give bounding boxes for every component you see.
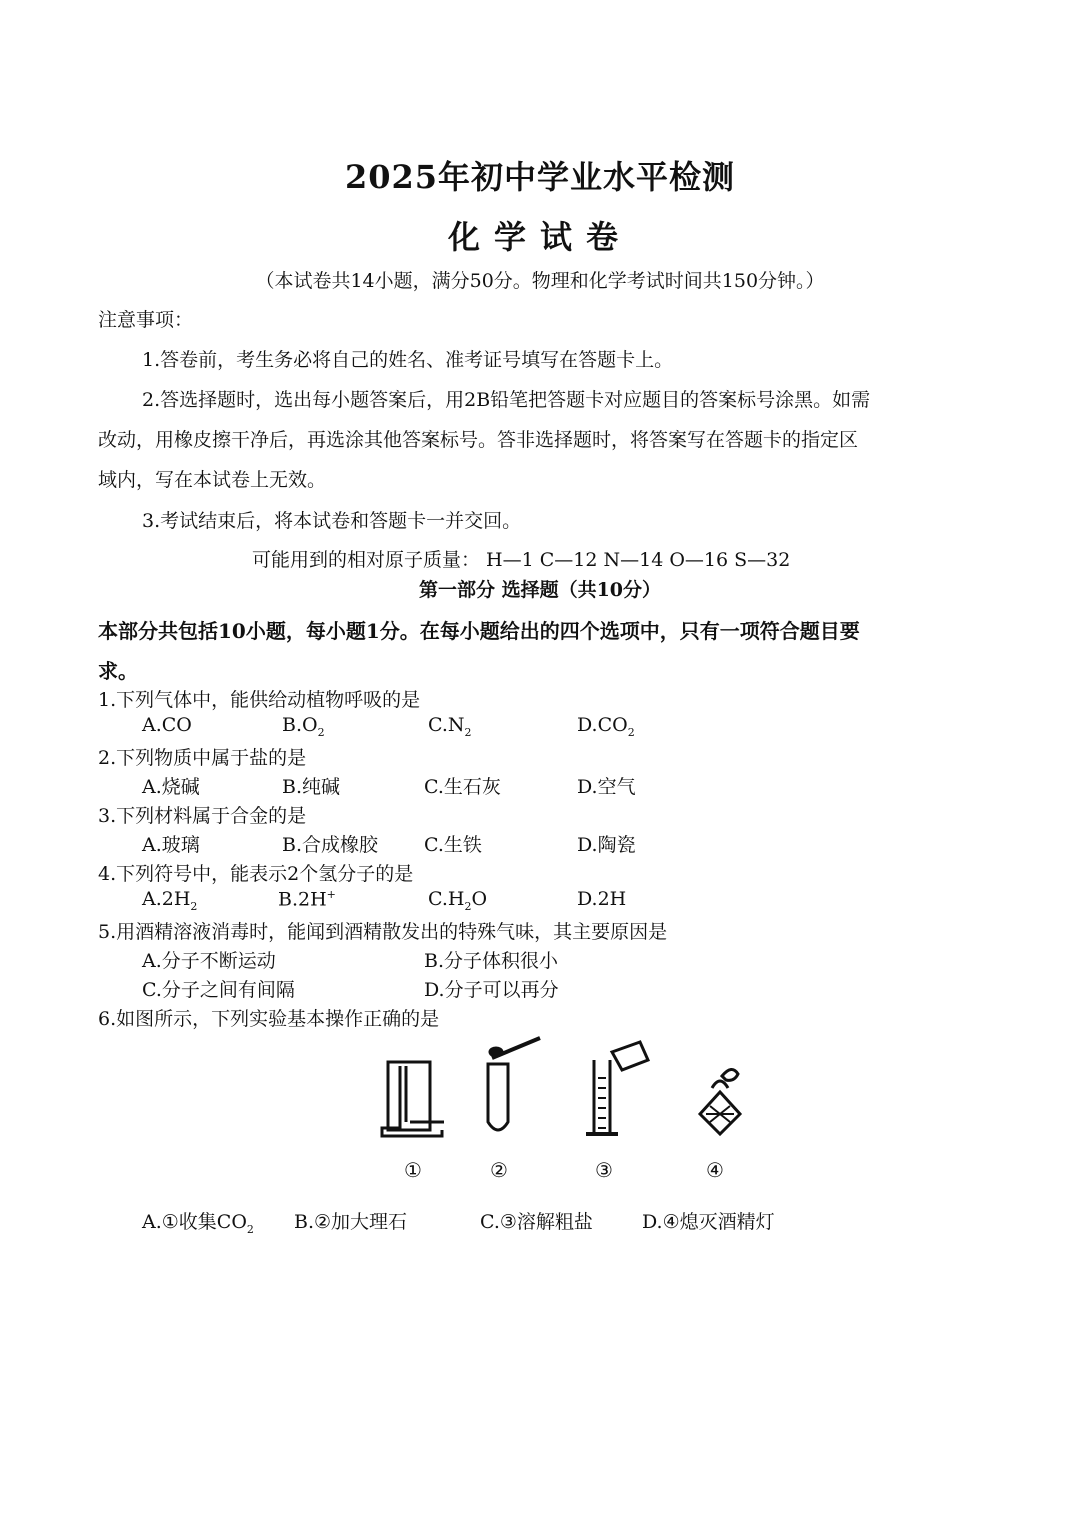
q4-stem: 4.下列符号中，能表示2个氢分子的是 (98, 863, 414, 885)
q5-stem: 5.用酒精溶液消毒时，能闻到酒精散发出的特殊气味，其主要原因是 (98, 921, 668, 943)
alcohol-lamp-icon (700, 1069, 740, 1134)
q3-stem: 3.下列材料属于合金的是 (98, 805, 307, 827)
q3-option-b: B.合成橡胶 (282, 834, 379, 856)
q1-option-c: $C.N_2$ (428, 714, 472, 739)
section-intro-line-1: 本部分共包括10小题，每小题1分。在每小题给出的四个选项中，只有一项符合题目要 (98, 619, 860, 643)
exam-subtitle: 化学试卷 (447, 218, 632, 256)
exam-title: 2025年初中学业水平检测 (344, 158, 736, 196)
q1-stem: 1.下列气体中，能供给动植物呼吸的是 (98, 689, 421, 711)
q2-stem: 2.下列物质中属于盐的是 (98, 747, 307, 769)
section-heading: 第一部分 选择题（共10分） (418, 579, 662, 601)
q4-option-a: $A.2H_2$ (142, 888, 198, 913)
q2-option-c: C.生石灰 (424, 776, 501, 798)
q6-option-b: B.②加大理石 (294, 1211, 408, 1233)
q5-option-b: B.分子体积很小 (424, 950, 559, 972)
notice-item-2-line-2: 改动，用橡皮擦干净后，再选涂其他答案标号。答非选择题时，将答案写在答题卡的指定区 (98, 429, 859, 451)
q2-option-b: B.纯碱 (282, 776, 341, 798)
q5-option-a: A.分子不断运动 (142, 950, 276, 972)
q6-option-c: C.③溶解粗盐 (480, 1211, 593, 1233)
q5-option-d: D.分子可以再分 (424, 979, 559, 1001)
q3-option-a: A.玻璃 (142, 834, 200, 856)
q6-stem: 6.如图所示，下列实验基本操作正确的是 (98, 1008, 440, 1030)
q3-option-d: D.陶瓷 (577, 834, 636, 856)
measuring-cylinder-icon (586, 1042, 648, 1134)
q4-option-c: $C.H_2O$ (428, 888, 488, 913)
q3-option-c: C.生铁 (424, 834, 482, 856)
q4-option-d: D.2H (577, 888, 627, 910)
q6-option-d: D.④熄灭酒精灯 (642, 1211, 775, 1233)
q2-option-d: D.空气 (577, 776, 636, 798)
gas-collection-bottle-icon (382, 1062, 444, 1136)
q6-figure-label-2: ② (490, 1158, 508, 1182)
q4-option-b: B.2H+ (278, 888, 336, 911)
q6-figure-label-3: ③ (595, 1158, 613, 1182)
q1-option-d: $D.CO_2$ (577, 714, 635, 739)
notice-item-2-line-3: 域内，写在本试卷上无效。 (98, 469, 327, 491)
q6-option-a: A.①收集$CO_2$ (142, 1211, 254, 1236)
notice-item-2-line-1: 2.答选择题时，选出每小题答案后，用2B铅笔把答题卡对应题目的答案标号涂黑。如需 (142, 389, 871, 411)
notice-heading: 注意事项： (98, 309, 194, 331)
q5-option-c: C.分子之间有间隔 (142, 979, 295, 1001)
notice-item-3: 3.考试结束后，将本试卷和答题卡一并交回。 (142, 510, 522, 532)
notice-item-1: 1.答卷前，考生务必将自己的姓名、准考证号填写在答题卡上。 (142, 349, 674, 371)
q2-option-a: A.烧碱 (142, 776, 200, 798)
q6-figure-label-1: ① (404, 1158, 422, 1182)
atomic-masses: 可能用到的相对原子质量： H—1 C—12 N—14 O—16 S—32 (252, 549, 791, 571)
section-intro-line-2: 求。 (98, 659, 138, 683)
q6-figure-label-4: ④ (706, 1158, 724, 1182)
exam-info: （本试卷共14小题，满分50分。物理和化学考试时间共150分钟。） (255, 270, 825, 292)
q1-option-a: A.CO (142, 714, 192, 736)
q1-option-b: $B.O_2$ (282, 714, 325, 739)
test-tube-icon (488, 1038, 540, 1130)
